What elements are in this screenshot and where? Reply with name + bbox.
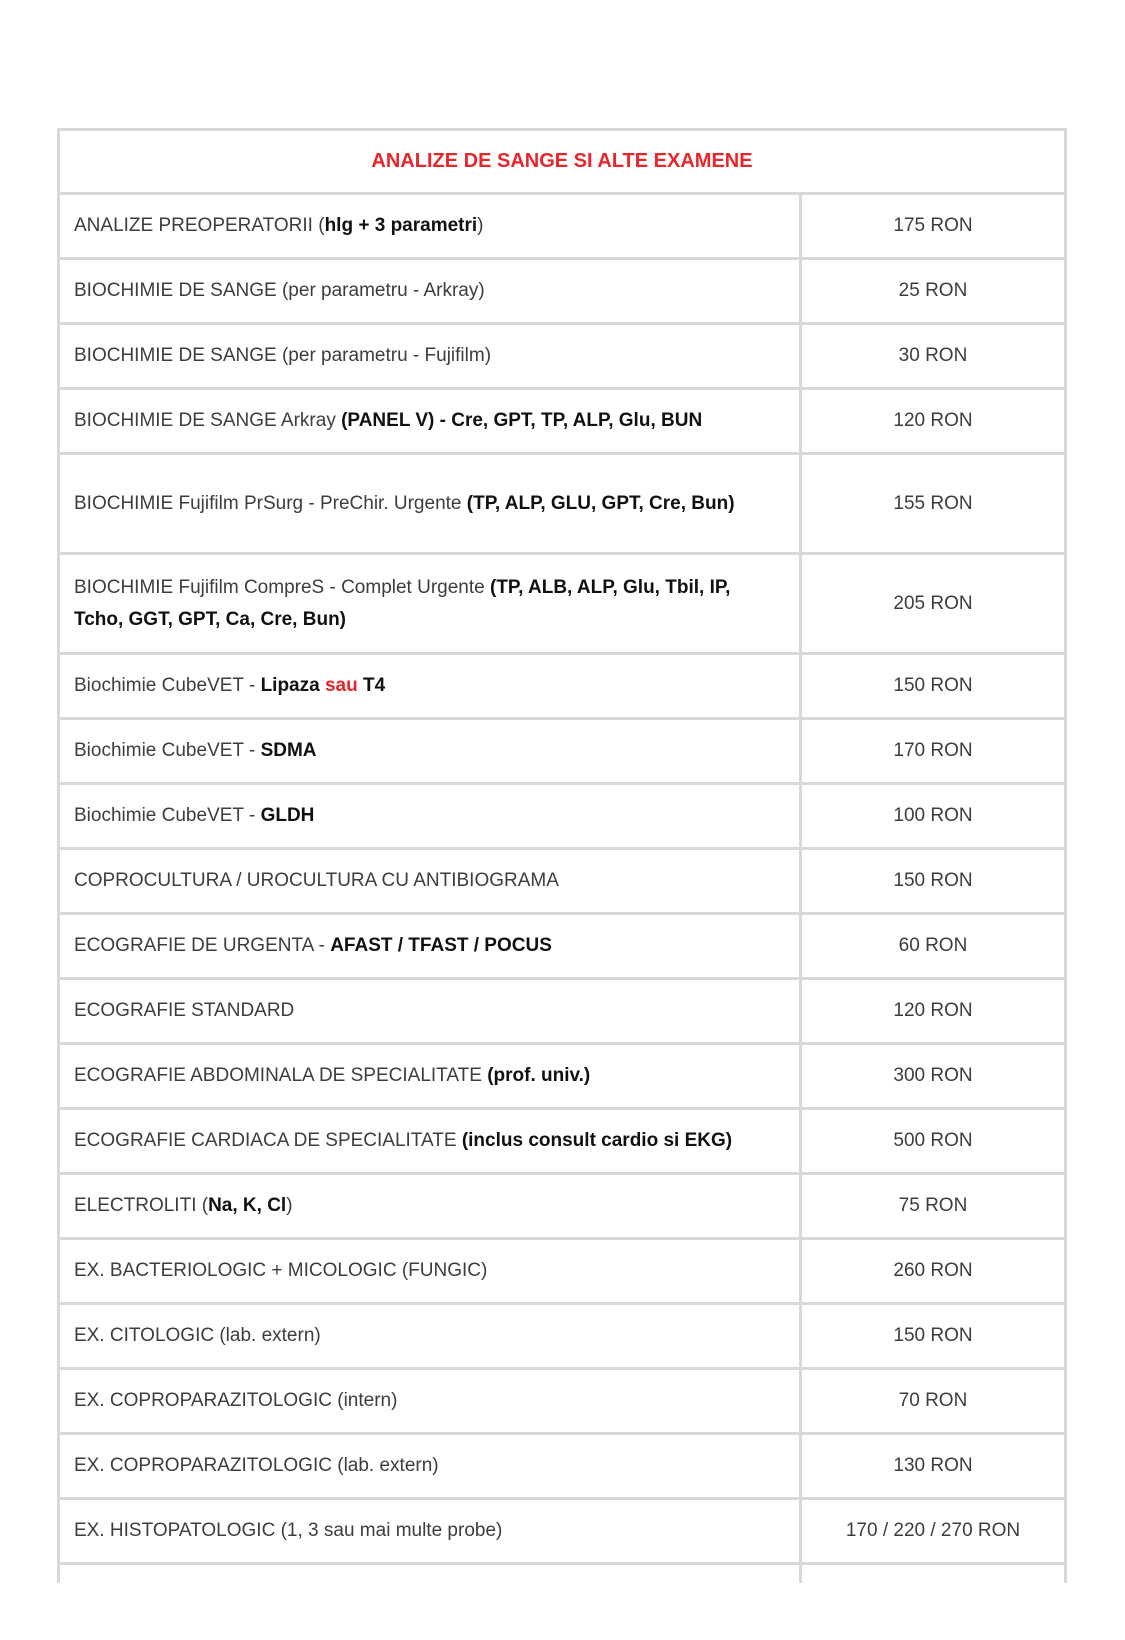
- table-row: [60, 260, 1064, 325]
- service-name-segment: ANALIZE PREOPERATORII (: [74, 215, 325, 236]
- price-cell: 170 / 220 / 270 RON: [845, 1520, 1021, 1541]
- service-name-segment: Na, K, Cl: [208, 1195, 287, 1216]
- service-name-text: [74, 405, 702, 437]
- service-name-cell: [60, 555, 802, 652]
- service-name-text: [74, 1450, 439, 1482]
- service-name-text: [74, 1515, 502, 1547]
- service-name-segment: BIOCHIMIE DE SANGE (per parametru - Fujifilm): [74, 345, 492, 366]
- table-row: [60, 915, 1064, 980]
- service-name-cell: [60, 720, 802, 782]
- service-name-segment: ECOGRAFIE CARDIACA DE SPECIALITATE: [74, 1130, 462, 1151]
- service-name-cell: [60, 1435, 802, 1497]
- price-table: [57, 128, 1067, 1583]
- price-cell: 130 RON: [893, 1455, 973, 1476]
- service-name-segment: hlg + 3 parametri: [324, 215, 478, 236]
- service-name-text: [74, 1320, 321, 1352]
- service-name-segment: ): [286, 1195, 293, 1216]
- service-name-cell: [60, 1565, 802, 1583]
- table-row: [60, 195, 1064, 260]
- service-name-cell: [60, 1240, 802, 1302]
- table-row: [60, 1435, 1064, 1500]
- service-name-text: [74, 800, 314, 832]
- table-row: [60, 325, 1064, 390]
- service-name-text: [74, 1190, 293, 1222]
- service-name-cell: [60, 655, 802, 717]
- service-name-text: [74, 275, 485, 307]
- price-cell: 300 RON: [893, 1065, 973, 1086]
- service-name-cell: [60, 1110, 802, 1172]
- service-name-text: [74, 1125, 732, 1157]
- price-cell: 205 RON: [893, 592, 973, 614]
- service-name-segment: BIOCHIMIE Fujifilm PrSurg - PreChir. Urgente: [74, 492, 467, 514]
- service-name-text: [74, 1255, 487, 1287]
- price-cell: 30 RON: [898, 345, 968, 366]
- service-name-text: [74, 210, 484, 242]
- price-cell: 175 RON: [893, 215, 973, 236]
- price-cell: 120 RON: [893, 1000, 973, 1021]
- table-title: ANALIZE DE SANGE SI ALTE EXAMENE: [371, 150, 753, 172]
- price-cell: 150 RON: [893, 1325, 973, 1346]
- service-name-cell: [60, 1045, 802, 1107]
- service-name-segment: BIOCHIMIE DE SANGE (per parametru - Arkray): [74, 280, 485, 301]
- service-name-segment: EX. BACTERIOLOGIC + MICOLOGIC (FUNGIC): [74, 1260, 488, 1281]
- table-row: [60, 1045, 1064, 1110]
- price-cell: 150 RON: [893, 675, 973, 696]
- table-row: [60, 1175, 1064, 1240]
- price-cell: 260 RON: [893, 1260, 973, 1281]
- service-name-cell: [60, 390, 802, 452]
- price-cell: 100 RON: [893, 805, 973, 826]
- service-name-cell: [60, 850, 802, 912]
- price-cell: 70 RON: [898, 1390, 968, 1411]
- service-name-segment: Biochimie CubeVET -: [74, 675, 261, 696]
- service-name-segment: BIOCHIMIE Fujifilm CompreS - Complet Urgente: [74, 576, 490, 598]
- table-row: [60, 850, 1064, 915]
- service-name-text: [74, 1060, 590, 1092]
- service-name-segment: EX. CITOLOGIC (lab. extern): [74, 1325, 321, 1346]
- table-row: [60, 455, 1064, 555]
- service-name-cell: [60, 1175, 802, 1237]
- service-name-segment: GLDH: [260, 805, 315, 826]
- price-cell: 500 RON: [893, 1130, 973, 1151]
- service-name-segment: ECOGRAFIE STANDARD: [74, 1000, 295, 1021]
- price-cell: 170 RON: [893, 740, 973, 761]
- table-row: [60, 1240, 1064, 1305]
- service-name-segment: COPROCULTURA / UROCULTURA CU ANTIBIOGRAMA: [74, 870, 559, 891]
- table-row: [60, 555, 1064, 655]
- service-name-segment: ECOGRAFIE ABDOMINALA DE SPECIALITATE: [74, 1065, 488, 1086]
- table-row: [60, 720, 1064, 785]
- price-cell: 60 RON: [898, 935, 968, 956]
- service-name-cell: [60, 915, 802, 977]
- service-name-segment: (inclus consult cardio si EKG): [461, 1130, 733, 1151]
- price-cell: [802, 1565, 1064, 1583]
- price-cell: 155 RON: [893, 492, 973, 514]
- price-cell: 120 RON: [893, 410, 973, 431]
- service-name-segment: (TP, ALB, ALP, Glu, Tbil, IP, Tcho, GGT, GPT, Ca, Cre, Bun): [74, 576, 731, 630]
- service-name-cell: [60, 260, 802, 322]
- table-row: [60, 390, 1064, 455]
- price-cell: 150 RON: [893, 870, 973, 891]
- table-row: [60, 1370, 1064, 1435]
- service-name-segment: Biochimie CubeVET -: [74, 740, 261, 761]
- service-name-cell: [60, 1305, 802, 1367]
- table-row: [60, 980, 1064, 1045]
- table-header-row: [60, 131, 1064, 195]
- price-cell: 75 RON: [898, 1195, 968, 1216]
- service-name-cell: [60, 195, 802, 257]
- service-name-text: [74, 1385, 397, 1417]
- service-name-cell: [60, 785, 802, 847]
- table-row: [60, 1500, 1064, 1565]
- service-name-segment: BIOCHIMIE DE SANGE Arkray: [74, 410, 342, 431]
- service-name-text: [74, 340, 491, 372]
- service-name-segment: EX. COPROPARAZITOLOGIC (intern): [74, 1390, 398, 1411]
- service-name-segment: T4: [357, 675, 386, 696]
- service-name-segment: (TP, ALP, GLU, GPT, Cre, Bun): [466, 492, 735, 514]
- service-name-segment: SDMA: [260, 740, 317, 761]
- service-name-cell: [60, 1370, 802, 1432]
- service-name-cell: [60, 325, 802, 387]
- service-name-cell: [60, 1500, 802, 1562]
- service-name-text: [74, 488, 735, 520]
- service-name-cell: [60, 455, 802, 552]
- service-name-segment: ELECTROLITI (: [74, 1195, 209, 1216]
- table-row: [60, 785, 1064, 850]
- service-name-segment: (prof. univ.): [487, 1065, 591, 1086]
- price-cell: 25 RON: [898, 280, 968, 301]
- partial-cut-row: [60, 1565, 1064, 1583]
- service-name-segment: Lipaza: [260, 675, 325, 696]
- service-name-segment: ): [477, 215, 484, 236]
- table-row: [60, 1110, 1064, 1175]
- service-name-text: [74, 572, 783, 636]
- service-name-text: [74, 995, 294, 1027]
- service-name-text: [74, 865, 559, 897]
- service-name-segment: EX. HISTOPATOLOGIC (1, 3 sau mai multe probe): [74, 1520, 503, 1541]
- service-name-segment: AFAST / TFAST / POCUS: [330, 935, 552, 956]
- service-name-text: [74, 735, 317, 767]
- service-name-segment: sau: [324, 675, 358, 696]
- service-name-text: [74, 670, 385, 702]
- service-name-segment: Biochimie CubeVET -: [74, 805, 261, 826]
- service-name-segment: ECOGRAFIE DE URGENTA -: [74, 935, 331, 956]
- table-row: [60, 1305, 1064, 1370]
- service-name-segment: (PANEL V) - Cre, GPT, TP, ALP, Glu, BUN: [341, 410, 703, 431]
- service-name-text: [74, 930, 552, 962]
- service-name-segment: EX. COPROPARAZITOLOGIC (lab. extern): [74, 1455, 439, 1476]
- service-name-cell: [60, 980, 802, 1042]
- table-row: [60, 655, 1064, 720]
